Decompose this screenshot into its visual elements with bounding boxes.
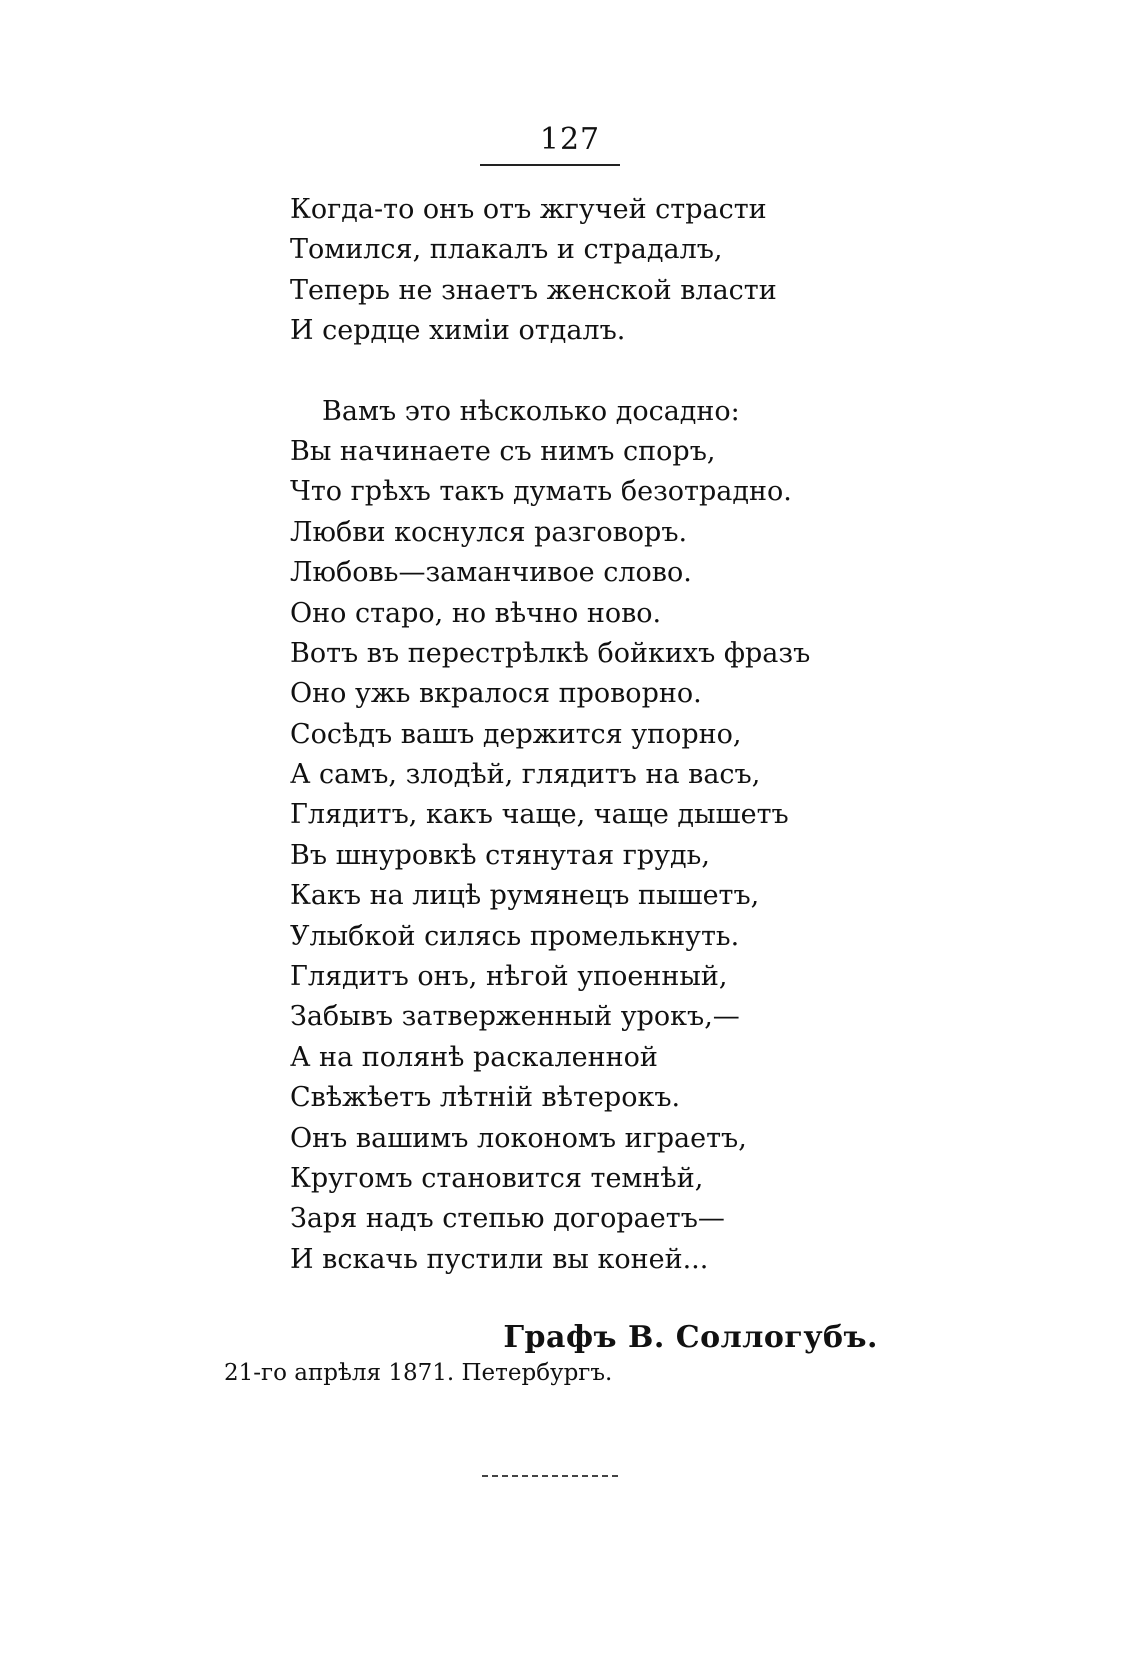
poem-line: Любовь—заманчивое слово. [290, 557, 692, 589]
poem-line: Оно ужь вкралося проворно. [290, 678, 702, 710]
stanza-gap [290, 352, 990, 392]
author-signature: Графъ В. Соллогубъ. [503, 1320, 878, 1355]
stanza-2 [290, 392, 990, 1281]
dateline: 21-го апрѣля 1871. Петербургъ. [224, 1360, 613, 1386]
page-number: 127 [539, 122, 601, 157]
poem-line: Глядитъ, какъ чаще, чаще дышетъ [290, 799, 789, 831]
poem-line: Вы начинаете съ нимъ споръ, [290, 435, 716, 467]
poem-line: Улыбкой силясь промелькнуть. [290, 920, 740, 952]
poem-line: Томился, плакалъ и страдалъ, [290, 234, 723, 266]
poem-line: Какъ на лицѣ румянецъ пышетъ, [290, 880, 760, 912]
poem-line: И сердце химіи отдалъ. [290, 315, 626, 347]
poem-line: Кругомъ становится темнѣй, [290, 1162, 704, 1194]
poem-line: Оно старо, но вѣчно ново. [290, 597, 662, 629]
stanza-1 [290, 190, 990, 352]
poem-line: А на полянѣ раскаленной [290, 1041, 658, 1073]
poem-line: Забывъ затверженный урокъ,— [290, 1001, 740, 1033]
poem-line: Заря надъ степью догораетъ— [290, 1203, 725, 1235]
poem-line: Любви коснулся разговоръ. [290, 516, 688, 548]
header-rule [480, 164, 620, 166]
footer-rule [482, 1475, 618, 1477]
poem-line: Глядитъ онъ, нѣгой упоенный, [290, 961, 728, 993]
poem-line: Вотъ въ перестрѣлкѣ бойкихъ фразъ [290, 637, 811, 669]
poem [290, 190, 990, 1280]
poem-line: Теперь не знаетъ женской власти [290, 274, 777, 306]
poem-line: Онъ вашимъ локономъ играетъ, [290, 1122, 747, 1154]
poem-line: Въ шнуровкѣ стянутая грудь, [290, 839, 710, 871]
poem-line: Что грѣхъ такъ думать безотрадно. [290, 476, 792, 508]
poem-line: Вамъ это нѣсколько досадно: [322, 395, 740, 427]
poem-line: А самъ, злодѣй, глядитъ на васъ, [290, 759, 761, 791]
poem-line: Свѣжѣетъ лѣтній вѣтерокъ. [290, 1082, 681, 1114]
poem-line: Сосѣдъ вашъ держится упорно, [290, 718, 742, 750]
poem-line: Когда-то онъ отъ жгучей страсти [290, 194, 767, 225]
poem-line: И вскачь пустили вы коней... [290, 1243, 709, 1275]
